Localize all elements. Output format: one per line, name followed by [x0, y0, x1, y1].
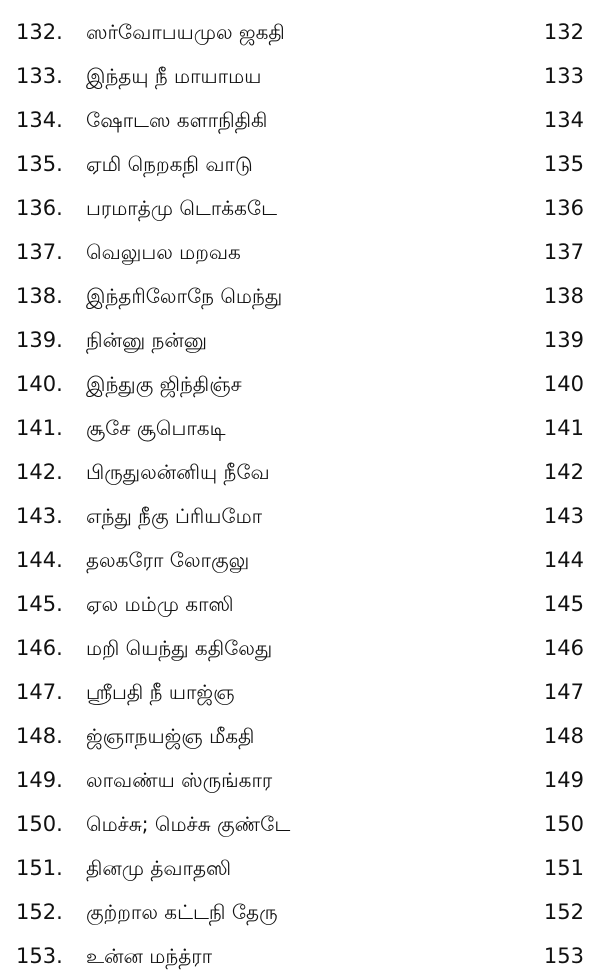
- entry-number: 147.: [16, 680, 63, 704]
- entry-number: 153.: [16, 944, 63, 968]
- entry-number: 142.: [16, 460, 63, 484]
- toc-entry: [0, 142, 600, 186]
- toc-entry: [0, 406, 600, 450]
- entry-number: 139.: [16, 328, 63, 352]
- entry-page-number: 153: [543, 944, 584, 968]
- entry-number: 134.: [16, 108, 63, 132]
- toc-entry: [0, 670, 600, 714]
- entry-title: மெச்சு; மெச்சு குண்டே: [86, 812, 291, 836]
- entry-page-number: 132: [543, 20, 584, 44]
- toc-entry: [0, 626, 600, 670]
- entry-title: நின்னு நன்னு: [86, 328, 207, 352]
- entry-page-number: 141: [543, 416, 584, 440]
- entry-title: குற்றால கட்டநி தேரு: [86, 900, 278, 924]
- entry-page-number: 151: [543, 856, 584, 880]
- toc-entry: [0, 890, 600, 934]
- entry-title: வெலுபல மறவக: [86, 240, 241, 264]
- entry-number: 144.: [16, 548, 63, 572]
- entry-page-number: 134: [543, 108, 584, 132]
- entry-title: இந்துகு ஜிந்திஞ்ச: [86, 372, 242, 396]
- toc-entry: [0, 98, 600, 142]
- entry-title: தினமு த்வாதஸி: [86, 856, 232, 880]
- toc-entry: [0, 362, 600, 406]
- entry-page-number: 137: [543, 240, 584, 264]
- entry-title: ஷோடஸ களாநிதிகி: [86, 108, 268, 132]
- entry-title: இந்தரிலோநே மெந்து: [86, 284, 283, 308]
- toc-entry: [0, 274, 600, 318]
- entry-number: 136.: [16, 196, 63, 220]
- entry-number: 152.: [16, 900, 63, 924]
- entry-page-number: 144: [543, 548, 584, 572]
- entry-number: 137.: [16, 240, 63, 264]
- entry-number: 146.: [16, 636, 63, 660]
- entry-title: ஏல மம்மு காஸி: [86, 592, 234, 616]
- toc-entry: [0, 186, 600, 230]
- toc-entry: [0, 802, 600, 846]
- entry-title: பிருதுலன்னியு நீவே: [86, 460, 270, 484]
- entry-page-number: 148: [543, 724, 584, 748]
- toc-entry: [0, 54, 600, 98]
- entry-title: ஜ்ஞாநயஜ்ஞ மீகதி: [86, 724, 255, 748]
- entry-number: 150.: [16, 812, 63, 836]
- toc-entry: [0, 538, 600, 582]
- entry-number: 148.: [16, 724, 63, 748]
- toc-entry: [0, 450, 600, 494]
- toc-entry: [0, 846, 600, 890]
- toc-entry: [0, 10, 600, 54]
- toc-entry: [0, 582, 600, 626]
- entry-page-number: 138: [543, 284, 584, 308]
- entry-title: லாவண்ய ஸ்ருங்கார: [86, 768, 273, 792]
- entry-page-number: 139: [543, 328, 584, 352]
- entry-number: 133.: [16, 64, 63, 88]
- entry-page-number: 146: [543, 636, 584, 660]
- entry-page-number: 143: [543, 504, 584, 528]
- entry-title: சூசே சூபொகடி: [86, 416, 226, 440]
- entry-page-number: 150: [543, 812, 584, 836]
- entry-number: 141.: [16, 416, 63, 440]
- table-of-contents: [0, 10, 600, 978]
- entry-title: எந்து நீகு ப்ரியமோ: [86, 504, 263, 528]
- entry-number: 135.: [16, 152, 63, 176]
- toc-entry: [0, 714, 600, 758]
- entry-page-number: 133: [543, 64, 584, 88]
- entry-page-number: 135: [543, 152, 584, 176]
- entry-page-number: 147: [543, 680, 584, 704]
- toc-entry: [0, 758, 600, 802]
- entry-number: 145.: [16, 592, 63, 616]
- entry-title: மறி யெந்து கதிலேது: [86, 636, 273, 660]
- entry-title: ஏமி நெறகநி வாடு: [86, 152, 253, 176]
- toc-entry: [0, 318, 600, 362]
- entry-title: ஸர்வோபயமுல ஜகதி: [86, 20, 285, 44]
- entry-title: ஸ்ரீபதி நீ யாஜ்ஞ: [86, 680, 235, 704]
- entry-title: இந்தயு நீ மாயாமய: [86, 64, 262, 88]
- entry-title: பரமாத்மு டொக்கடே: [86, 196, 277, 220]
- entry-page-number: 145: [543, 592, 584, 616]
- entry-page-number: 140: [543, 372, 584, 396]
- entry-title: உன்ன மந்த்ரா: [86, 944, 213, 968]
- entry-number: 140.: [16, 372, 63, 396]
- entry-number: 149.: [16, 768, 63, 792]
- entry-page-number: 149: [543, 768, 584, 792]
- entry-page-number: 142: [543, 460, 584, 484]
- entry-number: 143.: [16, 504, 63, 528]
- toc-entry: [0, 230, 600, 274]
- entry-number: 132.: [16, 20, 63, 44]
- toc-entry: [0, 494, 600, 538]
- toc-entry: [0, 934, 600, 978]
- entry-page-number: 136: [543, 196, 584, 220]
- entry-number: 151.: [16, 856, 63, 880]
- entry-number: 138.: [16, 284, 63, 308]
- entry-title: தலகரோ லோகுலு: [86, 548, 250, 572]
- entry-page-number: 152: [543, 900, 584, 924]
